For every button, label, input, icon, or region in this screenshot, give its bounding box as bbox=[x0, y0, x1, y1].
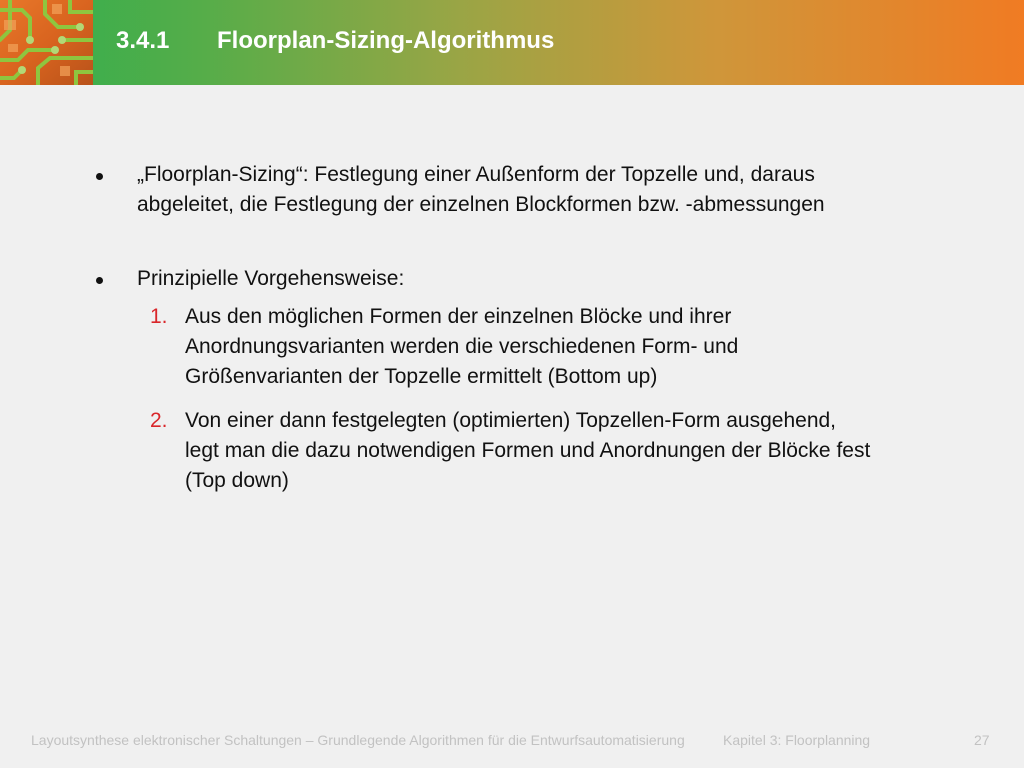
page-number: 27 bbox=[974, 732, 990, 748]
step-marker: 2. bbox=[150, 409, 168, 432]
bullet-text-line: „Floorplan-Sizing“: Festlegung einer Außenform der Topzelle und, daraus bbox=[137, 163, 815, 186]
circuit-board-logo-icon bbox=[0, 0, 93, 85]
page-title bbox=[116, 27, 554, 55]
step-text-line: (Top down) bbox=[185, 469, 289, 492]
footer-chapter: Kapitel 3: Floorplanning bbox=[723, 732, 871, 748]
section-number: 3.4.1 bbox=[116, 27, 170, 54]
step-text-line: Von einer dann festgelegten (optimierten) Topzellen-Form ausgehend, bbox=[185, 409, 837, 432]
bullet-text-line: abgeleitet, die Festlegung der einzelnen Blockformen bzw. -abmessungen bbox=[137, 193, 825, 216]
numbered-list bbox=[137, 302, 996, 496]
numbered-item bbox=[137, 302, 996, 392]
step-text-line: Aus den möglichen Formen der einzelnen Blöcke und ihrer bbox=[185, 305, 732, 328]
step-text-line: Anordnungsvarianten werden die verschiedenen Form- und bbox=[185, 335, 739, 358]
step-text-line: legt man die dazu notwendigen Formen und Anordnungen der Blöcke fest bbox=[185, 439, 871, 462]
step-text-line: Größenvarianten der Topzelle ermittelt (Bottom up) bbox=[185, 365, 658, 388]
footer bbox=[0, 730, 1024, 752]
bullet-item bbox=[96, 160, 996, 220]
bullet-text-line: Prinzipielle Vorgehensweise: bbox=[137, 267, 405, 290]
slide-content bbox=[96, 160, 996, 510]
numbered-item bbox=[137, 406, 996, 496]
header-bar bbox=[0, 0, 1024, 85]
bullet-item bbox=[96, 264, 996, 294]
section-title: Floorplan-Sizing-Algorithmus bbox=[217, 27, 555, 54]
bullet-dot-icon bbox=[96, 173, 103, 180]
bullet-dot-icon bbox=[96, 277, 103, 284]
step-marker: 1. bbox=[150, 305, 168, 328]
footer-course-title: Layoutsynthese elektronischer Schaltungen – Grundlegende Algorithmen für die Entwurfsautomatisierung bbox=[31, 732, 685, 748]
